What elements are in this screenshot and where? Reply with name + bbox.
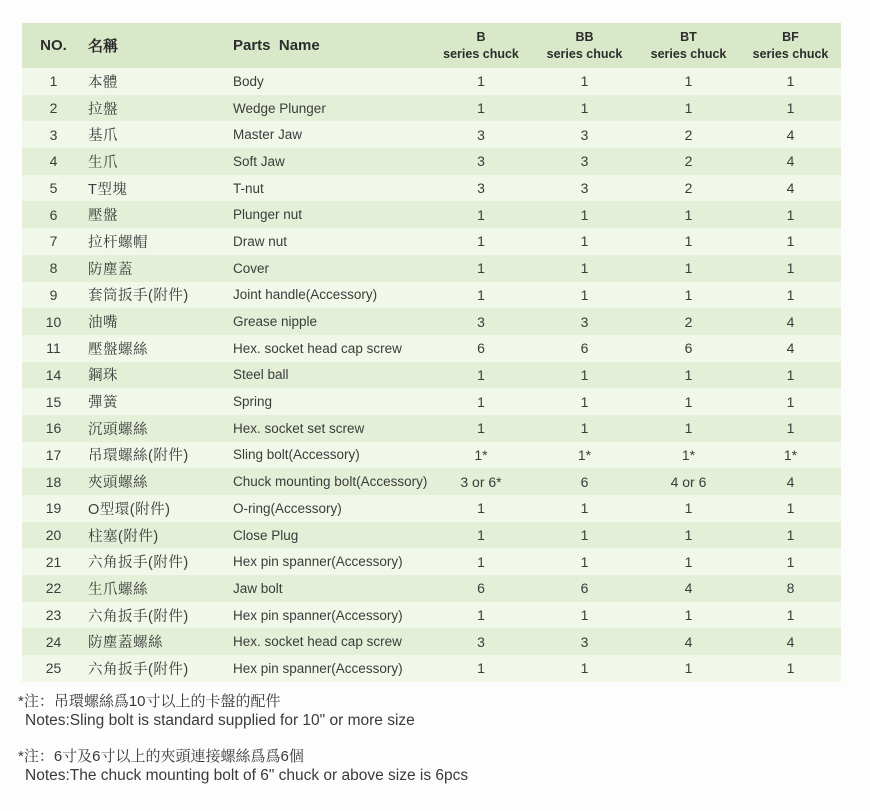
cell-bb-series: 1* [577,446,592,463]
cell-b-series: 1 [477,366,485,383]
cell-name-zh: 生爪螺絲 [88,581,148,598]
cell-name-en: Body [233,73,264,89]
cell-bb-series: 1 [580,393,589,410]
table-row [22,255,841,282]
table-row [22,548,841,575]
note-sling-bolt-zh: *注：吊環螺絲爲10寸以上的卡盤的配件 [18,693,281,710]
table-row [22,388,841,415]
cell-bt-series: 4 or 6 [670,473,707,490]
cell-bf-series: 1 [786,553,795,570]
cell-b-series: 1* [474,446,488,463]
cell-bb-series: 1 [580,100,589,117]
header-bb-series [532,29,637,62]
cell-name-zh: 沉頭螺絲 [88,421,148,438]
cell-name-en: Close Plug [233,527,299,543]
cell-bb-series: 3 [580,153,589,170]
cell-bf-series: 1 [786,500,795,517]
cell-name-en: Hex. socket set screw [233,420,365,436]
cell-bf-series: 4 [786,633,795,650]
table-row [22,602,841,629]
cell-b-series: 1 [477,420,485,437]
cell-bt-series: 1 [684,420,693,437]
cell-name-en: Wedge Plunger [233,100,326,116]
cell-name-zh: 鋼珠 [88,368,118,385]
cell-bb-series: 1 [580,206,589,223]
table-row [22,228,841,255]
cell-name-zh: T型塊 [88,181,128,198]
notes-section [18,692,778,802]
cell-no: 6 [49,206,58,223]
cell-no: 22 [45,580,62,597]
table-row [22,415,841,442]
cell-no: 3 [49,126,58,143]
table-row [22,468,841,495]
cell-bt-series: 1 [684,233,693,250]
cell-b-series: 3 [477,153,485,170]
note-sling-bolt-en: Notes:Sling bolt is standard supplied for 10" or more size [25,712,415,729]
header-name-zh: 名稱 [88,38,119,55]
cell-no: 15 [45,393,62,410]
cell-name-zh: 六角扳手(附件) [88,555,189,572]
table-row [22,575,841,602]
cell-name-en: Hex. socket head cap screw [233,634,402,650]
cell-bf-series: 1 [786,607,795,624]
cell-bb-series: 1 [580,500,589,517]
table-row [22,362,841,389]
cell-no: 4 [49,153,58,170]
cell-b-series: 1 [477,233,485,250]
cell-b-series: 1 [477,393,485,410]
cell-bt-series: 1* [681,446,696,463]
cell-bb-series: 3 [580,633,589,650]
table-row [22,121,841,148]
cell-b-series: 6 [477,580,485,597]
cell-name-zh: 生爪 [88,154,118,171]
cell-name-en: Hex pin spanner(Accessory) [233,660,403,676]
table-header-row [22,23,841,68]
cell-bf-series: 1 [786,206,795,223]
cell-bf-series: 1 [786,73,795,90]
cell-no: 1 [49,73,58,90]
cell-bb-series: 1 [580,366,589,383]
cell-name-en: Chuck mounting bolt(Accessory) [233,474,428,490]
cell-bf-series: 4 [786,153,795,170]
cell-bf-series: 1 [786,100,795,117]
cell-bb-series: 3 [580,126,589,143]
table-row [22,308,841,335]
cell-name-en: Sling bolt(Accessory) [233,447,360,463]
cell-bf-series: 4 [786,180,795,197]
cell-bb-series: 1 [580,260,589,277]
cell-name-en: Steel ball [233,367,289,383]
table-row [22,201,841,228]
cell-bt-series: 1 [684,100,693,117]
cell-name-zh: 基爪 [88,128,118,145]
cell-bt-series: 2 [684,153,693,170]
cell-no: 23 [45,607,62,624]
cell-bf-series: 1 [786,660,795,677]
cell-b-series: 1 [477,286,485,303]
table-row [22,68,841,95]
cell-b-series: 1 [477,660,485,677]
cell-name-zh: 拉盤 [88,101,118,118]
cell-no: 7 [49,233,58,250]
cell-name-en: Hex. socket head cap screw [233,340,402,356]
header-bf-series [740,29,841,62]
cell-bt-series: 1 [684,73,693,90]
cell-bf-series: 1 [786,393,795,410]
cell-no: 11 [46,340,61,357]
table-row [22,148,841,175]
cell-no: 21 [45,553,62,570]
cell-b-series: 1 [477,553,485,570]
cell-bb-series: 6 [580,580,589,597]
cell-name-zh: 拉杆螺帽 [88,234,148,251]
cell-name-zh: 六角扳手(附件) [88,661,189,678]
cell-bt-series: 1 [684,393,693,410]
cell-name-zh: 套筒扳手(附件) [88,288,189,305]
cell-name-zh: 六角扳手(附件) [88,608,189,625]
cell-bt-series: 2 [684,313,693,330]
cell-name-zh: 壓盤螺絲 [88,341,148,358]
cell-b-series: 6 [477,340,485,357]
cell-no: 14 [45,366,62,383]
table-row [22,175,841,202]
cell-name-zh: 吊環螺絲(附件) [88,448,189,465]
cell-bf-series: 1 [786,260,795,277]
header-b-series-line2: series chuck [443,46,519,61]
header-bf-series-line1: BF [782,30,799,45]
cell-no: 19 [45,500,62,517]
cell-bt-series: 4 [684,633,693,650]
cell-name-en: Jaw bolt [233,580,283,596]
cell-name-en: Draw nut [233,233,288,249]
table-row [22,495,841,522]
cell-name-zh: 壓盤 [88,208,118,225]
cell-name-zh: 本體 [88,74,118,91]
header-b-series [430,29,532,62]
header-no: NO. [40,37,67,54]
table-row [22,628,841,655]
cell-bb-series: 3 [580,180,589,197]
cell-bb-series: 1 [580,233,589,250]
cell-bb-series: 6 [580,473,589,490]
cell-bb-series: 1 [580,286,589,303]
cell-name-en: O-ring(Accessory) [233,500,342,516]
cell-bt-series: 1 [684,607,693,624]
table-row [22,522,841,549]
cell-bt-series: 1 [684,260,693,277]
cell-bt-series: 1 [684,660,693,677]
note-sling-bolt [18,692,778,730]
parts-table [22,23,841,682]
cell-name-zh: 防塵蓋 [88,261,133,278]
cell-bt-series: 4 [684,580,693,597]
cell-bb-series: 1 [580,607,589,624]
header-bt-series-line2: series chuck [650,46,727,61]
cell-no: 25 [45,660,62,677]
header-b-series-line1: B [476,30,486,45]
cell-no: 18 [45,473,62,490]
header-bb-series-line1: BB [575,30,594,45]
cell-bt-series: 6 [684,340,693,357]
cell-bt-series: 2 [684,180,693,197]
cell-name-en: Spring [233,394,273,410]
cell-bt-series: 1 [684,553,693,570]
cell-bt-series: 1 [684,206,693,223]
cell-no: 2 [49,100,58,117]
cell-bt-series: 1 [684,366,693,383]
cell-bf-series: 1 [786,527,795,544]
cell-bb-series: 1 [580,660,589,677]
cell-no: 24 [45,633,62,650]
table-row [22,95,841,122]
cell-bf-series: 4 [786,313,795,330]
cell-no: 17 [45,446,62,463]
cell-b-series: 1 [477,260,485,277]
cell-name-zh: 彈簧 [88,395,118,412]
cell-name-en: Joint handle(Accessory) [233,287,378,303]
note-mounting-bolt [18,747,778,785]
table-body [22,68,841,682]
cell-name-en: Soft Jaw [233,153,285,169]
cell-bf-series: 1 [786,420,795,437]
cell-b-series: 1 [477,607,485,624]
note-mounting-bolt-en: Notes:The chuck mounting bolt of 6" chuck or above size is 6pcs [25,767,469,784]
cell-bt-series: 1 [684,286,693,303]
cell-bb-series: 3 [580,313,589,330]
cell-bb-series: 1 [580,553,589,570]
cell-bb-series: 6 [580,340,589,357]
cell-name-zh: O型環(附件) [88,501,171,518]
cell-bb-series: 1 [580,420,589,437]
cell-bt-series: 1 [684,500,693,517]
cell-b-series: 3 or 6* [460,473,502,490]
table-row [22,335,841,362]
cell-name-en: Master Jaw [233,127,303,143]
cell-name-zh: 柱塞(附件) [88,528,159,545]
cell-bf-series: 4 [786,126,795,143]
cell-no: 5 [49,180,58,197]
cell-name-zh: 夾頭螺絲 [88,475,148,492]
cell-b-series: 1 [477,100,485,117]
cell-name-en: Grease nipple [233,314,318,330]
cell-bf-series: 8 [786,580,795,597]
cell-b-series: 3 [477,126,485,143]
cell-b-series: 1 [477,500,485,517]
header-bt-series-line1: BT [680,30,697,45]
cell-name-zh: 油嘴 [88,315,118,332]
cell-no: 9 [49,286,58,303]
cell-name-zh: 防塵蓋螺絲 [88,635,163,652]
table-row [22,282,841,309]
table-row [22,442,841,469]
cell-bf-series: 4 [786,473,795,490]
cell-no: 10 [45,313,62,330]
cell-bf-series: 1 [786,233,795,250]
cell-b-series: 1 [477,206,485,223]
cell-no: 20 [45,527,62,544]
cell-name-en: Cover [233,260,270,276]
cell-bf-series: 1 [786,286,795,303]
cell-b-series: 1 [477,527,485,544]
cell-no: 8 [49,260,58,277]
cell-no: 16 [45,420,62,437]
note-mounting-bolt-zh: *注：6寸及6寸以上的夾頭連接螺絲爲爲6個 [18,748,304,765]
cell-bf-series: 1 [786,366,795,383]
cell-bf-series: 4 [786,340,795,357]
cell-b-series: 1 [477,73,485,90]
cell-b-series: 3 [477,313,485,330]
cell-bb-series: 1 [580,73,589,90]
table-row [22,655,841,682]
cell-bb-series: 1 [580,527,589,544]
cell-name-en: Hex pin spanner(Accessory) [233,607,403,623]
cell-name-en: Hex pin spanner(Accessory) [233,554,403,570]
cell-bt-series: 2 [684,126,693,143]
cell-bf-series: 1* [783,446,798,463]
header-bb-series-line2: series chuck [546,46,623,61]
header-bt-series [637,29,740,62]
cell-name-en: T-nut [233,180,264,196]
header-parts-name: Parts Name [233,37,320,54]
header-bf-series-line2: series chuck [752,46,829,61]
cell-b-series: 3 [477,180,485,197]
cell-name-en: Plunger nut [233,207,303,223]
cell-b-series: 3 [477,633,485,650]
cell-bt-series: 1 [684,527,693,544]
